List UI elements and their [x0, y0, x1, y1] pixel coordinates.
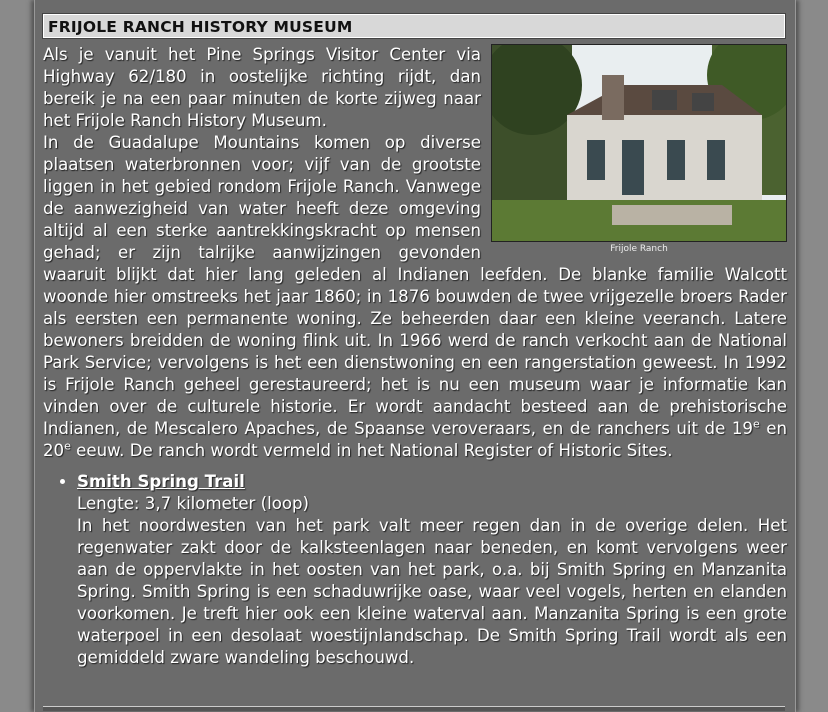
next-section-divider	[43, 706, 785, 711]
ranch-house-image	[492, 45, 786, 241]
trail-description: In het noordwesten van het park valt meer regen dan in de overige delen. Het regenwater zakt door de kalksteenlagen naar beneden, en komt vervolgens weer aan de oppervlakte in het oosten van het park, o.a. bij Smith Spring en Manzanita Spring. Smith Spring is een schaduwrijke oase, waar veel vogels, herten en elanden voorkomen. Je treft hier ook een kleine waterval aan. Manzanita Spring is een grote waterpoel in een desolaat woestijnlandschap. De Smith Spring Trail wordt als een gemiddeld zware wandeling beschouwd.	[77, 516, 787, 667]
intro-paragraph-1: Als je vanuit het Pine Springs Visitor Center via Highway 62/180 in oostelijke richting rijdt, dan bereik je na een paar minuten de korte zijweg naar het Frijole Ranch History Museum.	[43, 45, 481, 130]
superscript-1: e	[752, 417, 760, 431]
history-text-end: eeuw. De ranch wordt vermeld in het National Register of Historic Sites.	[70, 441, 673, 460]
trail-link-smith-spring[interactable]: Smith Spring Trail	[77, 472, 245, 491]
page-column	[34, 0, 796, 712]
history-text-mid: en 20	[43, 419, 787, 460]
trail-list	[43, 471, 787, 669]
history-text: In de Guadalupe Mountains komen op diverse plaatsen waterbronnen voor; vijf van de grootste liggen in het gebied rondom Frijole Ranch. Vanwege de aanwezigheid van water heeft deze omgeving altijd al een sterke aantrekkingskracht op mensen gehad; er zijn talrijke aanwijzingen gevonden waaruit blijkt dat hier lang geleden al Indianen leefden. De blanke familie Walcott woonde hier omstreeks het jaar 1860; in 1876 bouwden de twee vrijgezelle broers Rader als eersten een permanente woning. Ze beheerden daar een kleine veeranch. Latere bewoners breidden de woning flink uit. In 1966 werd de ranch verkocht aan de National Park Service; vervolgens is het een dienstwoning en een rangerstation geweest. In 1992 is Frijole Ranch geheel gerestaureerd; het is nu een museum waar je informatie kan vinden over de culturele historie. Er wordt aandacht besteed aan de prehistorische Indianen, de Mescalero Apaches, de Spaanse veroveraars, en de ranchers uit de 19	[43, 133, 787, 438]
article-content	[43, 44, 787, 669]
superscript-2: e	[64, 439, 71, 453]
trail-length: Lengte: 3,7 kilometer (loop)	[77, 494, 310, 513]
photo-caption: Frijole Ranch	[610, 244, 668, 254]
photo-figure	[491, 44, 787, 256]
list-item	[77, 471, 787, 669]
frijole-ranch-photo[interactable]	[491, 44, 787, 242]
section-title: FRIJOLE RANCH HISTORY MUSEUM	[43, 14, 785, 38]
